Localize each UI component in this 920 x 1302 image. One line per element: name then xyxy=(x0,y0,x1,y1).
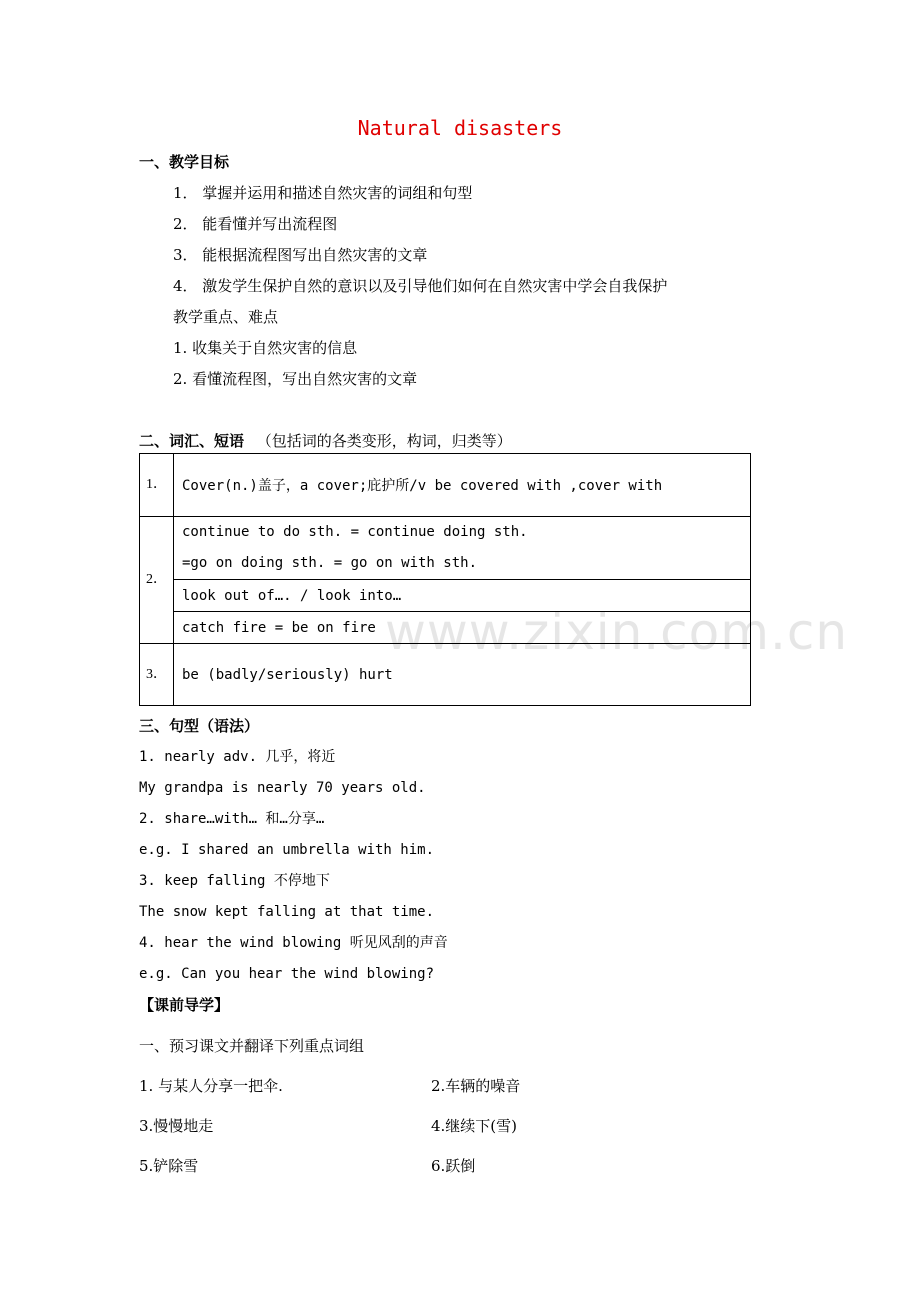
key-heading: 教学重点、难点 xyxy=(173,308,279,326)
sentence-line: e.g. I shared an umbrella with him. xyxy=(139,842,435,858)
sentence-line: My grandpa is nearly 70 years old. xyxy=(139,780,426,796)
table-row xyxy=(140,580,751,612)
row-number: 3． xyxy=(140,644,174,706)
key-point: 2. 看懂流程图，写出自然灾害的文章 xyxy=(173,370,418,388)
table-row xyxy=(140,644,751,706)
row-number: 2． xyxy=(140,517,174,644)
row-cell: be (badly/seriously) hurt xyxy=(174,644,751,706)
row-cell xyxy=(174,517,751,580)
watermark: www.zixin.com.cn xyxy=(385,603,849,661)
phrase-line: continue to do sth. = continue doing sth. xyxy=(182,524,528,540)
sentence-line: 1. nearly adv. 几乎，将近 xyxy=(139,749,336,765)
table-row xyxy=(140,612,751,644)
section2-heading: 二、词汇、短语 xyxy=(139,432,245,450)
preview-item: 1. 与某人分享一把伞. xyxy=(139,1077,283,1095)
row-cell: catch fire = be on fire xyxy=(174,612,751,644)
table-row xyxy=(140,454,751,517)
row-cell: look out of…. / look into… xyxy=(174,580,751,612)
goal-item: 4． 激发学生保护自然的意识以及引导他们如何在自然灾害中学会自我保护 xyxy=(173,277,668,295)
goal-item: 1． 掌握并运用和描述自然灾害的词组和句型 xyxy=(173,184,473,202)
section3-heading: 三、句型（语法） xyxy=(139,717,260,735)
preview-subheading: 一、预习课文并翻译下列重点词组 xyxy=(139,1037,365,1055)
sentence-line: 2. share…with… 和…分享… xyxy=(139,811,325,827)
goal-item: 3． 能根据流程图写出自然灾害的文章 xyxy=(173,246,428,264)
preview-item: 4.继续下(雪) xyxy=(431,1117,518,1135)
key-point: 1. 收集关于自然灾害的信息 xyxy=(173,339,358,357)
preview-item: 6.跃倒 xyxy=(431,1157,476,1175)
row-number: 1． xyxy=(140,454,174,517)
preview-item: 2.车辆的噪音 xyxy=(431,1077,521,1095)
vocab-table xyxy=(139,453,751,706)
section2-note: （包括词的各类变形，构词，归类等） xyxy=(256,432,512,450)
section1-heading: 一、教学目标 xyxy=(139,153,230,171)
sentence-line: 4. hear the wind blowing 听见风刮的声音 xyxy=(139,935,448,951)
preview-item: 3.慢慢地走 xyxy=(139,1117,214,1135)
goal-item: 2． 能看懂并写出流程图 xyxy=(173,215,338,233)
preview-heading: 【课前导学】 xyxy=(139,996,230,1014)
row-cell: Cover(n.)盖子，a cover;庇护所/v be covered with ,cover with xyxy=(174,454,751,517)
sentence-line: e.g. Can you hear the wind blowing? xyxy=(139,966,435,982)
sentence-line: The snow kept falling at that time. xyxy=(139,904,435,920)
table-row xyxy=(140,517,751,580)
page-title: Natural disasters xyxy=(357,116,563,140)
phrase-line: =go on doing sth. = go on with sth. xyxy=(182,555,478,571)
preview-item: 5.铲除雪 xyxy=(139,1157,199,1175)
section2-heading-line xyxy=(139,431,512,451)
sentence-line: 3. keep falling 不停地下 xyxy=(139,873,330,889)
